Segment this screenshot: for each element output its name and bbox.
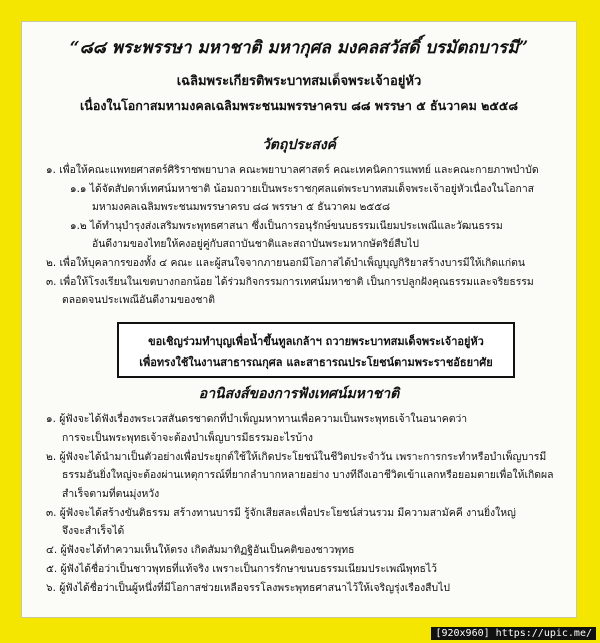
benefit-line: ๓. ผู้ฟังจะได้สร้างขันติธรรม สร้างทานบารมี รู้จักเสียสละเพื่อประโยชน์ส่วนรวม มีความสามัคคี งานยิ่งใหญ่ — [46, 507, 516, 519]
objective-line: ๑.๑ ได้จัดสัปดาห์เทศน์มหาชาติ น้อมถวายเป็นพระราชกุศลแด่พระบาทสมเด็จพระเจ้าอยู่หัวเนื่องในโอกาส — [70, 183, 535, 195]
objective-line: ๒. เพื่อให้บุคลากรของทั้ง ๔ คณะ และผู้สนใจจากภายนอกมีโอกาสได้บำเพ็ญบุญกิริยาสร้างบารมีให้เกิดแก่ตน — [46, 257, 525, 269]
benefit-line: ๑. ผู้ฟังจะได้ฟังเรื่องพระเวสสันดรชาดกที่บำเพ็ญมหาทานเพื่อความเป็นพระพุทธเจ้าในอนาคตว่า — [46, 413, 468, 425]
benefit-line: ๔. ผู้ฟังจะได้ทำความเห็นให้ตรง เกิดสัมมาทิฏฐิอันเป็นคติของชาวพุทธ — [46, 544, 355, 556]
benefit-line: การจะเป็นพระพุทธเจ้าจะต้องบำเพ็ญบารมีธรรมอะไรบ้าง — [62, 432, 313, 444]
objectives-heading: วัตถุประสงค์ — [261, 137, 337, 153]
document-page — [21, 21, 577, 618]
invitation-line-2: เพื่อทรงใช้ในงานสาธารณกุศล และสาธารณประโยชน์ตามพระราชอัธยาศัย — [139, 356, 493, 369]
objective-line: อันดีงามของไทยให้คงอยู่คู่กับสถาบันชาติและสถาบันพระมหากษัตริย์สืบไป — [92, 238, 420, 250]
document-subtitle: เฉลิมพระเกียรติพระบาทสมเด็จพระเจ้าอยู่หัว — [176, 74, 422, 89]
benefits-heading: อานิสงส์ของการฟังเทศน์มหาชาติ — [198, 386, 400, 402]
objective-line: ตลอดจนประเพณีอันดีงามของชาติ — [62, 294, 215, 306]
document-title: “๘๘ พระพรรษา มหาชาติ มหากุศล มงคลสวัสดิ์ บรมัตถบารมี” — [69, 38, 529, 58]
objective-line: มหามงคลเฉลิมพระชนมพรรษาครบ ๘๘ พรรษา ๕ ธันวาคม ๒๕๕๘ — [92, 201, 391, 213]
benefit-line: ธรรมอันยิ่งใหญ่จะต้องผ่านเหตุการณ์ที่ยากลำบากหลายอย่าง บางทีถึงเอาชีวิตเข้าแลกหรือยอมตายเพื่อให้เกิดผล — [62, 469, 554, 481]
benefit-line: สำเร็จตามที่ตนมุ่งหวัง — [62, 488, 160, 500]
benefit-line: จึงจะสำเร็จได้ — [62, 525, 125, 537]
benefit-line: ๕. ผู้ฟังได้ชื่อว่าเป็นชาวพุทธที่แท้จริง เพราะเป็นการรักษาขนบธรรมเนียมประเพณีพุทธไว้ — [46, 563, 437, 575]
invitation-line-1: ขอเชิญร่วมทำบุญเพื่อน้ำขึ้นทูลเกล้าฯ ถวายพระบาทสมเด็จพระเจ้าอยู่หัว — [148, 335, 484, 348]
invitation-box — [117, 322, 515, 378]
benefit-line: ๖. ผู้ฟังได้ชื่อว่าเป็นผู้หนึ่งที่มีโอกาสช่วยเหลือจรรโลงพระพุทธศาสนาไว้ให้เจริญรุ่งเรืองสืบไป — [46, 582, 450, 594]
benefit-line: ๒. ผู้ฟังจะได้นำมาเป็นตัวอย่างเพื่อประยุกต์ใช้ให้เกิดประโยชน์ในชีวิตประจำวัน เพราะการกระทำหรือบำเพ็ญบารมี — [46, 451, 547, 463]
image-host-watermark: [920x960] https://upic.me/ — [431, 627, 596, 640]
document-occasion: เนื่องในโอกาสมหามงคลเฉลิมพระชนมพรรษาครบ ๘๘ พรรษา ๕ ธันวาคม ๒๕๕๘ — [80, 98, 518, 113]
objective-line: ๑. เพื่อให้คณะแพทยศาสตร์ศิริราชพยาบาล คณะพยาบาลศาสตร์ คณะเทคนิคการแพทย์ และคณะกายภาพบำบัด — [46, 164, 539, 176]
objective-line: ๓. เพื่อให้โรงเรียนในเขตบางกอกน้อย ได้ร่วมกิจกรรมการเทศน์มหาชาติ เป็นการปลูกฝังคุณธรรมและจริยธรรม — [46, 276, 534, 288]
objective-line: ๑.๒ ได้ทำนุบำรุงส่งเสริมพระพุทธศาสนา ซึ่งเป็นการอนุรักษ์ขนบธรรมเนียมประเพณีและวัฒนธรรม — [70, 220, 503, 232]
